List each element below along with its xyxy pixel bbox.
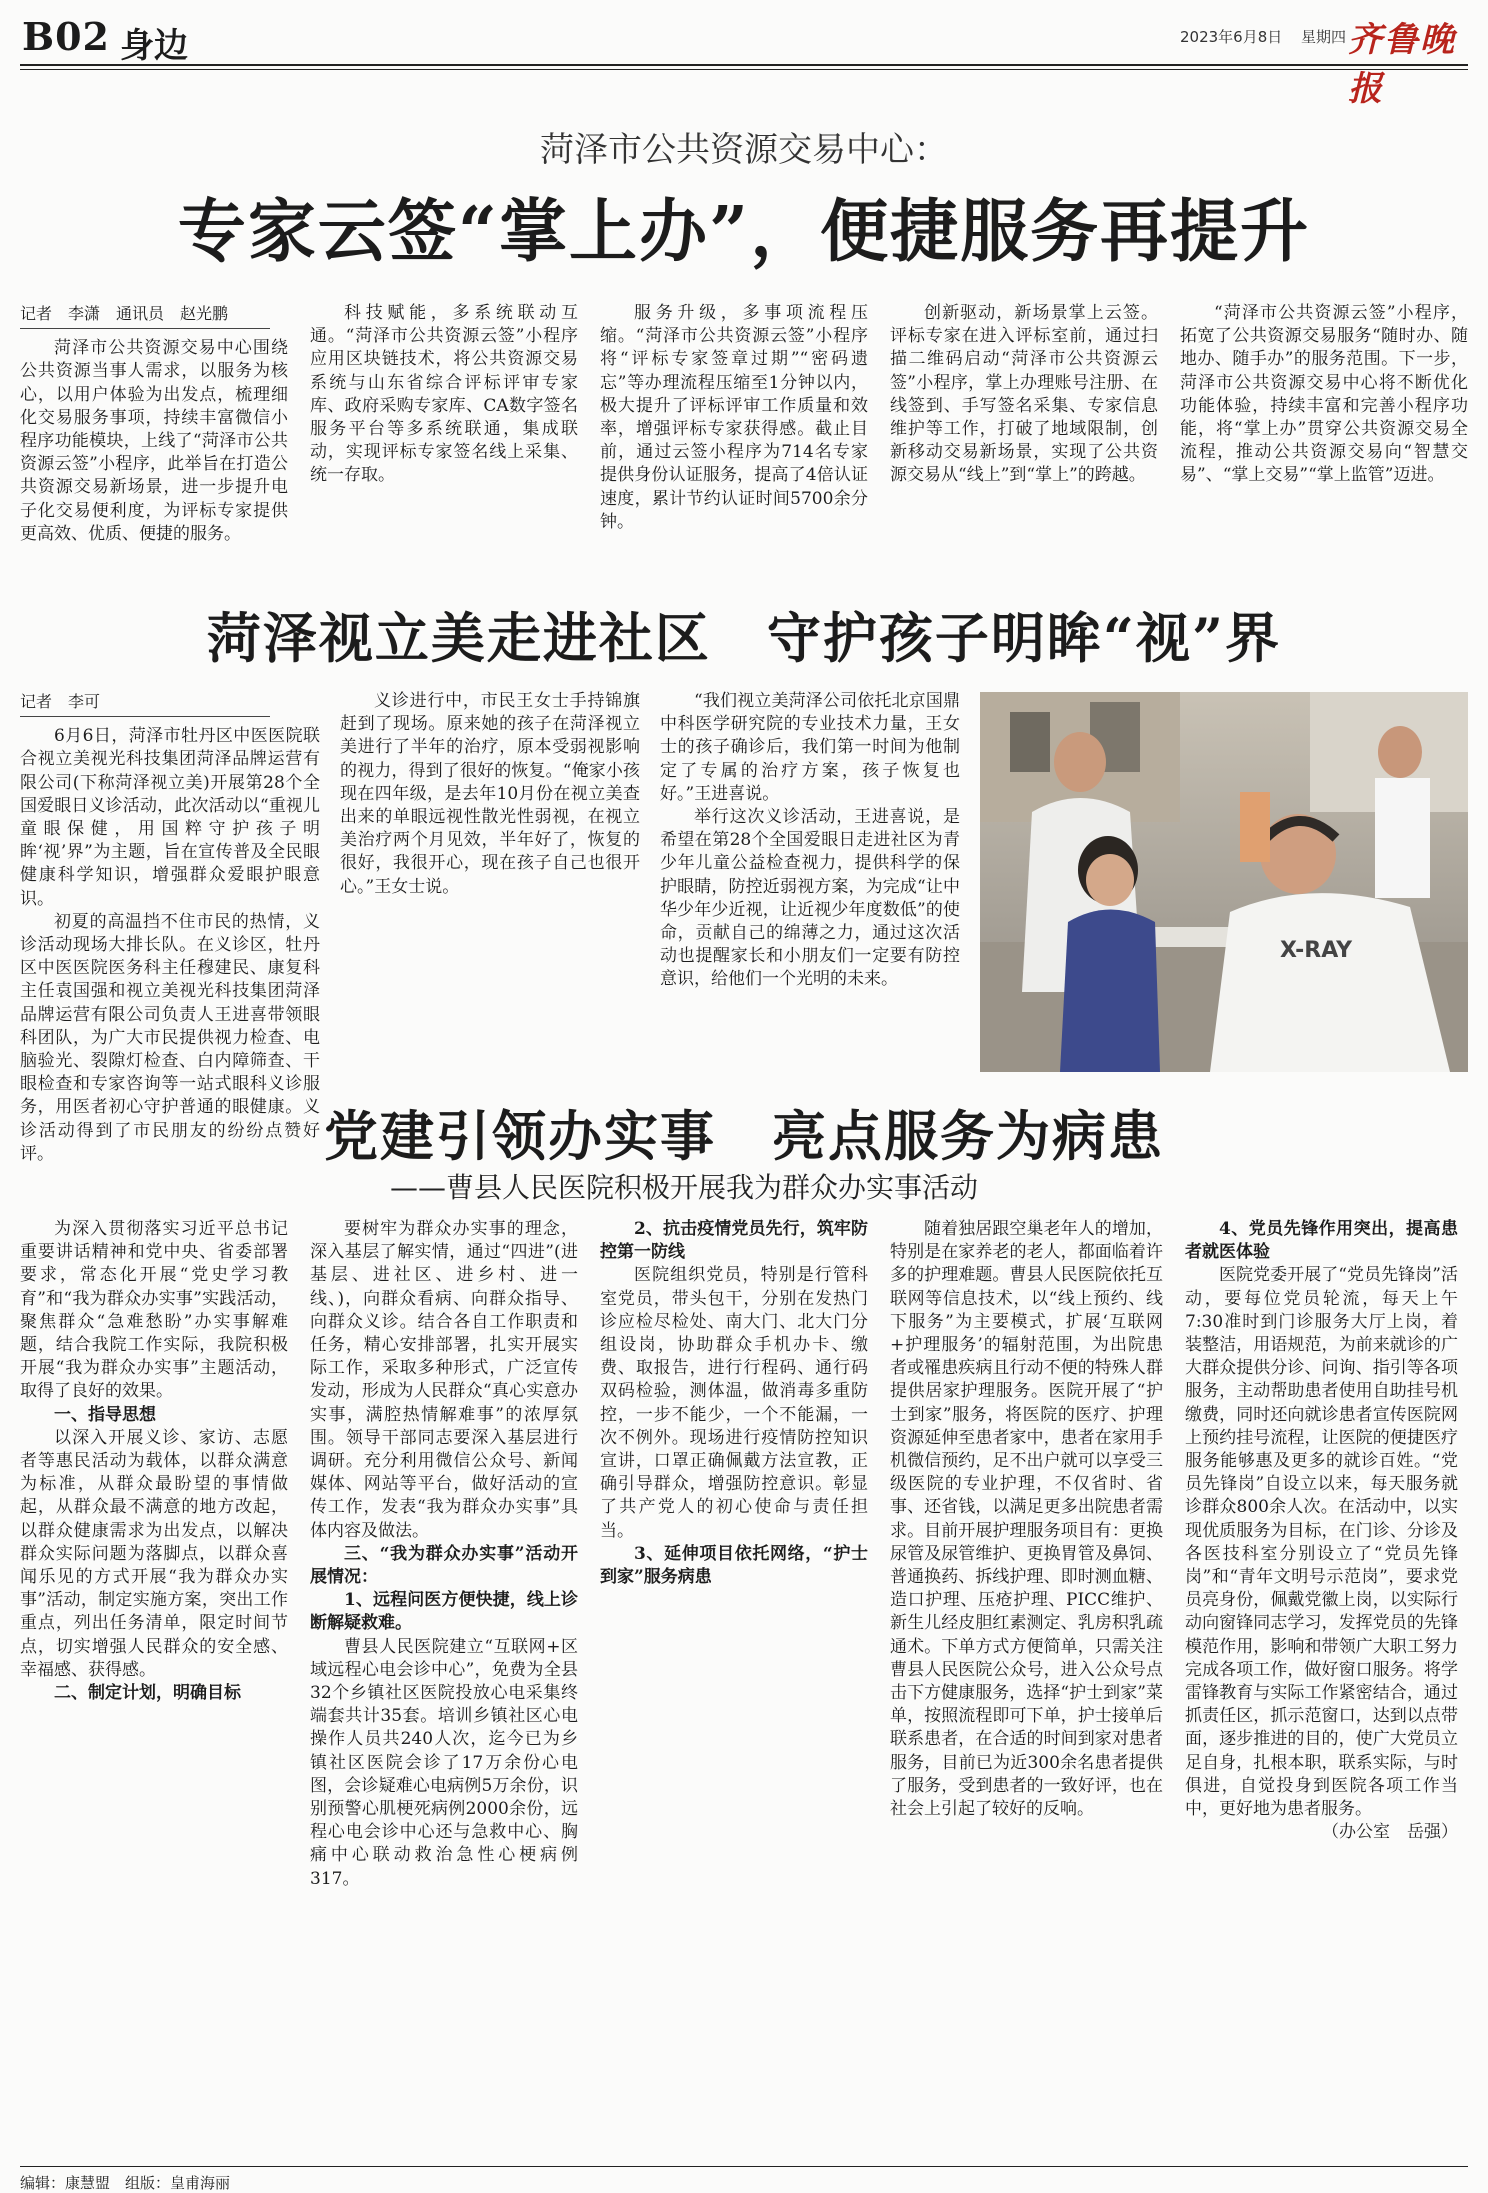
article3-subheading: 二、制定计划，明确目标 <box>54 1683 241 1704</box>
footer-rule <box>20 2166 1468 2167</box>
date-text: 2023年6月8日 <box>1180 28 1283 46</box>
article1-para: 科技赋能，多系统联动互通。“菏泽市公共资源云签”小程序应用区块链技术，将公共资源交易系统与山东省综合评标评审专家库、政府采购专家库、CA数字签名服务平台等多系统联通，集成联动，实现评标专家签名线上采集、统一存取。 <box>310 303 578 486</box>
article3-subheading: 一、指导思想 <box>54 1404 156 1425</box>
article1-col2 <box>310 302 578 488</box>
article3-para: 随着独居跟空巢老年人的增加，特别是在家养老的老人，都面临着许多的护理难题。曹县人民医院依托互联网等信息技术，以“线上预约、线下服务”为主要模式，扩展‘互联网+护理服务’的辐射范围，为出院患者或罹患疾病且行动不便的特殊人群提供居家护理服务。医院开展了“护士到家”服务，将医院的医疗、护理资源延伸至患者家中，患者在家用手机微信预约，足不出户就可以享受三级医院的专业护理，不仅省时、省事、还省钱，以满足更多出院患者需求。目前开展护理服务项目有：更换尿管及尿管维护、更换胃管及鼻饲、普通换药、拆线护理、即时测血糖、造口护理、压疮护理、PICC维护、新生儿经皮胆红素测定、乳房积乳疏通术。下单方式方便简单，只需关注曹县人民医院公众号，进入公众号点击下方健康服务，选择“护士到家”菜单，按照流程即可下单，护士接单后联系患者，在合适的时间到家对患者服务，目前已为近300余名患者提供了服务，受到患者的一致好评，也在社会上引起了较好的反响。 <box>890 1219 1163 1820</box>
article3-para: 曹县人民医院建立“互联网+区域远程心电会诊中心”，免费为全县32个乡镇社区医院投放心电采集终端套共计35套。培训乡镇社区心电操作人员共240人次，迄今已为乡镇社区医院会诊了17万余份心电图，会诊疑难心电病例5万余份，识别预警心肌梗死病例2000余份，远程心电会诊中心还与急救中心、胸痛中心联动救治急性心梗病例317。 <box>310 1636 578 1889</box>
article2-para: 义诊进行中，市民王女士手持锦旗赶到了现场。原来她的孩子在菏泽视立美进行了半年的治疗，原本受弱视影响的视力，得到了很好的恢复。“俺家小孩现在四年级，是去年10月份在视立美查出来的单眼远视性散光性弱视，在视立美治疗两个月见效，半年好了，恢复的很好，我很开心，现在孩子自己也很开心。”王女士说。 <box>340 691 640 897</box>
jersey-text: X-RAY <box>1280 938 1353 963</box>
article2-para: 初夏的高温挡不住市民的热情，义诊活动现场大排长队。在义诊区，牡丹区中医医院医务科主任穆建民、康复科主任袁国强和视立美视光科技集团菏泽品牌运营有限公司负责人王进喜带领眼科团队，为广大市民提供视力检查、电脑验光、裂隙灯检查、白内障筛查、干眼检查和专家咨询等一站式眼科义诊服务，用医者初心守护普通的眼健康。义诊活动得到了市民朋友的纷纷点赞好评。 <box>20 911 320 1164</box>
header-rule-thin <box>20 69 1468 70</box>
article2-para: 举行这次义诊活动，王进喜说，是希望在第28个全国爱眼日走进社区为青少年儿童公益检查视力，提供科学的保护眼睛，防控近弱视方案，为完成“让中华少年少近视，让近视少年度数低”的使命，贡献自己的绵薄之力，通过这次活动也提醒家长和小朋友们一定要有防控意识，给他们一个光明的未来。 <box>660 807 960 990</box>
article1-para: 菏泽市公共资源交易中心围绕公共资源当事人需求，以服务为核心，以用户体验为出发点，梳理细化交易服务事项，持续丰富微信小程序功能模块，上线了“菏泽市公共资源云签”小程序，此举旨在打造公共资源交易新场景，进一步提升电子化交易便利度，为评标专家提供更高效、优质、便捷的服务。 <box>20 338 288 544</box>
article3-col1 <box>20 1218 288 1705</box>
article3-para: 为深入贯彻落实习近平总书记重要讲话精神和党中央、省委部署要求，常态化开展“党史学习教育”和“我为群众办实事”实践活动，聚焦群众“急难愁盼”办实事解难题，结合我院工作实际，我院积极开展“我为群众办实事”主题活动，取得了良好的效果。 <box>20 1219 288 1402</box>
header-rule <box>20 64 1468 66</box>
article1-col1 <box>20 302 288 546</box>
event-photo-image <box>980 692 1468 1072</box>
newspaper-logo: 齐鲁晚报 <box>1348 20 1456 109</box>
issue-date <box>1180 26 1346 47</box>
article3-col2 <box>310 1218 578 1891</box>
article3-col4 <box>890 1218 1458 1844</box>
article3-para: 医院组织党员，特别是行管科室党员，带头包干，分别在发热门诊应检尽检处、南大门、北大门分组设岗，协助群众手机办卡、缴费、取报告，进行行程码、通行码双码检验，测体温，做消毒多重防控，一步不能少，一个不能漏，一次不例外。现场进行疫情防控知识宣讲，口罩正确佩戴方法宣教，正确引导群众，增强防控意识。彰显了共产党人的初心使命与责任担当。 <box>600 1265 868 1541</box>
article3-subhead: ——曹县人民医院积极开展我为群众办实事活动 <box>390 1171 979 1204</box>
article2-col2 <box>340 690 640 899</box>
article3-subheading: 三、“我为群众办实事”活动开展情况： <box>310 1543 578 1588</box>
article3-para: 要树牢为群众办实事的理念，深入基层了解实情，通过“四进”(进基层、进社区、进乡村、进一线、)，向群众看病、向群众指导、向群众义诊。结合各自工作职责和任务，精心安排部署，扎实开展实际工作，采取多种形式，广泛宣传发动，形成为人民群众“真心实意办实事，满腔热情解难事”的浓厚氛围。领导干部同志要深入基层进行调研。充分利用微信公众号、新闻媒体、网站等平台，做好活动的宣传工作，发表“我为群众办实事”具体内容及做法。 <box>310 1219 578 1541</box>
article1-col5 <box>1180 302 1468 488</box>
article3-subheading: 1、远程问医方便快捷，线上诊断解疑救难。 <box>310 1590 578 1634</box>
article2-headline: 菏泽视立美走进社区 守护孩子明眸“视”界 <box>206 606 1282 670</box>
weekday-text: 星期四 <box>1301 28 1347 46</box>
article1-para: 服务升级，多事项流程压缩。“菏泽市公共资源云签”小程序将“评标专家签章过期”“密码遗忘”等办理流程压缩至1分钟以内，极大提升了评标评审工作质量和效率，增强评标专家获得感。截止目前，通过云签小程序为714名专家提供身份认证服务，提高了4倍认证速度，累计节约认证时间5700余分钟。 <box>600 303 868 532</box>
article3-signature: （办公室 岳强） <box>1322 1822 1458 1843</box>
article2-byline: 记者 李可 <box>20 690 270 717</box>
article3-col3 <box>600 1218 868 1589</box>
article3-headline: 党建引领办实事 亮点服务为病患 <box>324 1104 1164 1168</box>
article2-para: 6月6日，菏泽市牡丹区中医医院联合视立美视光科技集团菏泽品牌运营有限公司(下称菏泽视立美)开展第28个全国爱眼日义诊活动，此次活动以“重视儿童眼保健，用国粹守护孩子明眸‘视’界”为主题，旨在宣传普及全民眼健康科学知识，增强群众爱眼护眼意识。 <box>20 726 320 909</box>
footer-credits: 编辑：康慧盟 组版：皇甫海丽 <box>20 2174 231 2192</box>
article1-kicker: 菏泽市公共资源交易中心： <box>540 130 948 170</box>
article3-para: 以深入开展义诊、家访、志愿者等惠民活动为载体，以群众满意为标准，从群众最盼望的事情做起，从群众最不满意的地方改起，以群众健康需求为出发点，以解决群众实际问题为落脚点，以群众喜闻乐见的方式开展“我为群众办实事”活动，制定实施方案，突出工作重点，列出任务清单，限定时间节点，切实增强人民群众的安全感、幸福感、获得感。 <box>20 1427 288 1680</box>
article3-subheading: 2、抗击疫情党员先行，筑牢防控第一防线 <box>600 1219 868 1263</box>
article1-byline: 记者 李潇 通讯员 赵光鹏 <box>20 302 270 329</box>
article3-para: 医院党委开展了“党员先锋岗”活动，要每位党员轮流，每天上午7:30准时到门诊服务大厅上岗，着装整洁，用语规范，为前来就诊的广大群众提供分诊、问询、指引等各项服务，主动帮助患者使用自助挂号机缴费，同时还向就诊患者宣传医院网上预约挂号流程，让医院的便捷医疗服务能够惠及更多的就诊百姓。“党员先锋岗”自设立以来，每天服务就诊群众800余人次。在活动中，以实现优质服务为目标，在门诊、分诊及各医技科室分别设立了“党员先锋岗”和“青年文明号示范岗”，要求党员亮身份，佩戴党徽上岗，以实际行动向窗锋同志学习，发挥党员的先锋模范作用，影响和带领广大职工努力完成各项工作，做好窗口服务。将学雷锋教育与实际工作紧密结合，通过抓责任区，抓示范窗口，达到以点带面，逐步推进的目的，使广大党员立足自身，扎根本职，联系实际，与时俱进，自觉投身到医院各项工作当中，更好地为患者服务。 <box>1185 1265 1458 1820</box>
article1-col4 <box>890 302 1158 488</box>
article3-subheading: 3、延伸项目依托网络，“护士到家”服务病患 <box>600 1543 868 1588</box>
section-name: 身边 <box>120 26 188 66</box>
article2-para: “我们视立美菏泽公司依托北京国鼎中科医学研究院的专业技术力量，王女士的孩子确诊后，我们第一时间为他制定了专属的治疗方案，孩子恢复也好。”王进喜说。 <box>660 691 960 804</box>
article1-para: 创新驱动，新场景掌上云签。评标专家在进入评标室前，通过扫描二维码启动“菏泽市公共资源云签”小程序，掌上办理账号注册、在线签到、手写签名采集、专家信息维护等工作，打破了地域限制，创新移动交易新场景，实现了公共资源交易从“线上”到“掌上”的跨越。 <box>890 303 1158 486</box>
event-photo <box>980 692 1468 1072</box>
article1-col3 <box>600 302 868 534</box>
page-code: B02 <box>22 14 110 59</box>
article3-subheading: 4、党员先锋作用突出，提高患者就医体验 <box>1185 1219 1458 1263</box>
article1-headline: 专家云签“掌上办”，便捷服务再提升 <box>177 192 1311 272</box>
article2-col3 <box>660 690 960 992</box>
article1-para: “菏泽市公共资源云签”小程序，拓宽了公共资源交易服务“随时办、随地办、随手办”的服务范围。下一步，菏泽市公共资源交易中心将不断优化功能体验，持续丰富和完善小程序功能，将“掌上办”贯穿公共资源交易全流程，推动公共资源交易向“智慧交易”、“掌上交易”“掌上监管”迈进。 <box>1180 303 1468 486</box>
